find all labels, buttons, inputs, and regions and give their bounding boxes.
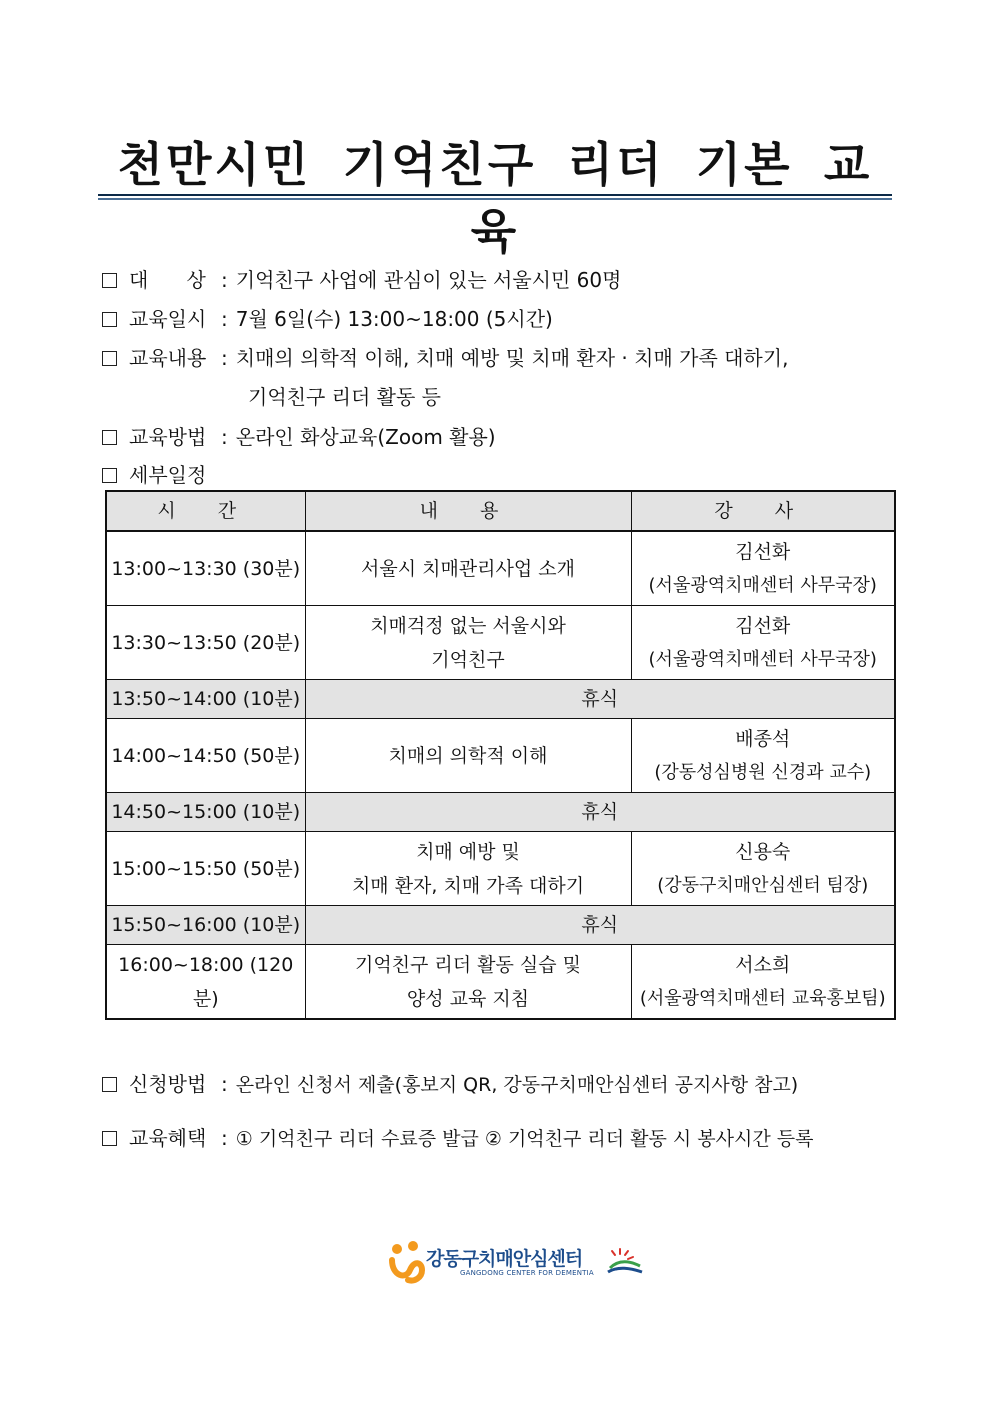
time-cell: 16:00~18:00 (120분) (106, 945, 305, 1020)
speaker-cell (631, 606, 895, 680)
table-header-row (106, 491, 895, 531)
speaker-name: 김선화 (735, 540, 791, 563)
speaker-affiliation: (서울광역치매센터 사무국장) (648, 574, 877, 596)
time-cell: 13:50~14:00 (10분) (106, 680, 305, 719)
info-label: 교육내용 (129, 346, 207, 370)
colon: : (221, 268, 228, 292)
checkbox-icon (102, 468, 117, 483)
info-content (102, 342, 788, 371)
speaker-affiliation: (서울광역치매센터 교육홍보팀) (639, 987, 886, 1009)
info-label: 대 상 (129, 268, 206, 292)
info-target (102, 264, 621, 293)
speaker-affiliation: (강동성심병원 신경과 교수) (654, 761, 872, 783)
checkbox-icon (102, 273, 117, 288)
title-underline (98, 194, 892, 200)
page-title: 천만시민 기억친구 리더 기본 교육 (117, 138, 873, 260)
table-row (106, 719, 895, 793)
table-row (106, 832, 895, 906)
colon: : (221, 1072, 228, 1096)
content-line: 치매 예방 및 (416, 840, 520, 863)
info-label: 교육일시 (129, 307, 207, 331)
info-value: 온라인 신청서 제출(홍보지 QR, 강동구치매안심센터 공지사항 참고) (235, 1074, 799, 1096)
break-cell: 휴식 (305, 906, 895, 945)
table-row (106, 606, 895, 680)
info-schedule (102, 459, 206, 488)
info-value: 기억친구 사업에 관심이 있는 서울시민 60명 (235, 268, 622, 292)
checkbox-icon (102, 1131, 117, 1146)
speaker-name: 김선화 (735, 614, 791, 637)
logo-name: 강동구치매안심센터 (426, 1248, 583, 1270)
break-cell: 휴식 (305, 680, 895, 719)
people-icon (388, 1240, 428, 1284)
colon: : (221, 346, 228, 370)
speaker-name: 신용숙 (735, 840, 791, 863)
header-content: 내 용 (305, 491, 631, 531)
checkbox-icon (102, 351, 117, 366)
colon: : (221, 1126, 228, 1150)
logo-subtitle: GANGDONG CENTER FOR DEMENTIA (460, 1269, 594, 1277)
time-cell: 13:00~13:30 (30분) (106, 531, 305, 606)
break-cell: 휴식 (305, 793, 895, 832)
break-row (106, 906, 895, 945)
content-line: 기억친구 (431, 648, 505, 671)
content-line: 치매걱정 없는 서울시와 (370, 614, 566, 637)
info-value: 7월 6일(수) 13:00~18:00 (5시간) (235, 307, 553, 331)
content-cell (305, 606, 631, 680)
info-value: ① 기억친구 리더 수료증 발급 ② 기억친구 리더 활동 시 봉사시간 등록 (235, 1128, 814, 1150)
speaker-name: 배종석 (735, 727, 791, 750)
info-method (102, 421, 496, 450)
header-speaker: 강 사 (631, 491, 895, 531)
content-cell (305, 832, 631, 906)
checkbox-icon (102, 312, 117, 327)
info-apply (102, 1068, 798, 1097)
colon: : (221, 307, 228, 331)
break-row (106, 680, 895, 719)
content-line: 기억친구 리더 활동 실습 및 (354, 953, 582, 976)
break-row (106, 793, 895, 832)
content-line: 치매 환자, 치매 가족 대하기 (351, 874, 585, 897)
info-datetime (102, 303, 553, 332)
speaker-affiliation: (서울광역치매센터 사무국장) (648, 648, 877, 670)
info-label: 교육방법 (129, 425, 207, 449)
info-benefit (102, 1122, 813, 1151)
speaker-cell (631, 531, 895, 606)
time-cell: 15:50~16:00 (10분) (106, 906, 305, 945)
content-cell (305, 945, 631, 1020)
time-cell: 14:50~15:00 (10분) (106, 793, 305, 832)
table-row (106, 531, 895, 606)
checkbox-icon (102, 430, 117, 445)
center-logo (388, 1240, 648, 1284)
schedule-table (105, 490, 896, 1020)
content-cell: 치매의 의학적 이해 (305, 719, 631, 793)
checkbox-icon (102, 1077, 117, 1092)
time-cell: 13:30~13:50 (20분) (106, 606, 305, 680)
speaker-cell (631, 832, 895, 906)
info-value: 온라인 화상교육(Zoom 활용) (235, 425, 496, 449)
info-label: 신청방법 (129, 1072, 207, 1096)
info-value-continued: 기억친구 리더 활동 등 (248, 385, 441, 409)
speaker-cell (631, 719, 895, 793)
speaker-cell (631, 945, 895, 1020)
time-cell: 14:00~14:50 (50분) (106, 719, 305, 793)
content-line: 양성 교육 지침 (406, 987, 530, 1010)
table-row (106, 945, 895, 1020)
content-cell: 서울시 치매관리사업 소개 (305, 531, 631, 606)
info-label: 교육혜택 (129, 1126, 207, 1150)
info-value: 치매의 의학적 이해, 치매 예방 및 치매 환자 · 치매 가족 대하기, (235, 346, 789, 370)
time-cell: 15:00~15:50 (50분) (106, 832, 305, 906)
speaker-affiliation: (강동구치매안심센터 팀장) (657, 874, 869, 896)
sun-wave-icon (606, 1246, 646, 1280)
speaker-name: 서소희 (735, 953, 791, 976)
colon: : (221, 425, 228, 449)
header-time: 시 간 (106, 491, 305, 531)
info-label: 세부일정 (129, 463, 207, 487)
